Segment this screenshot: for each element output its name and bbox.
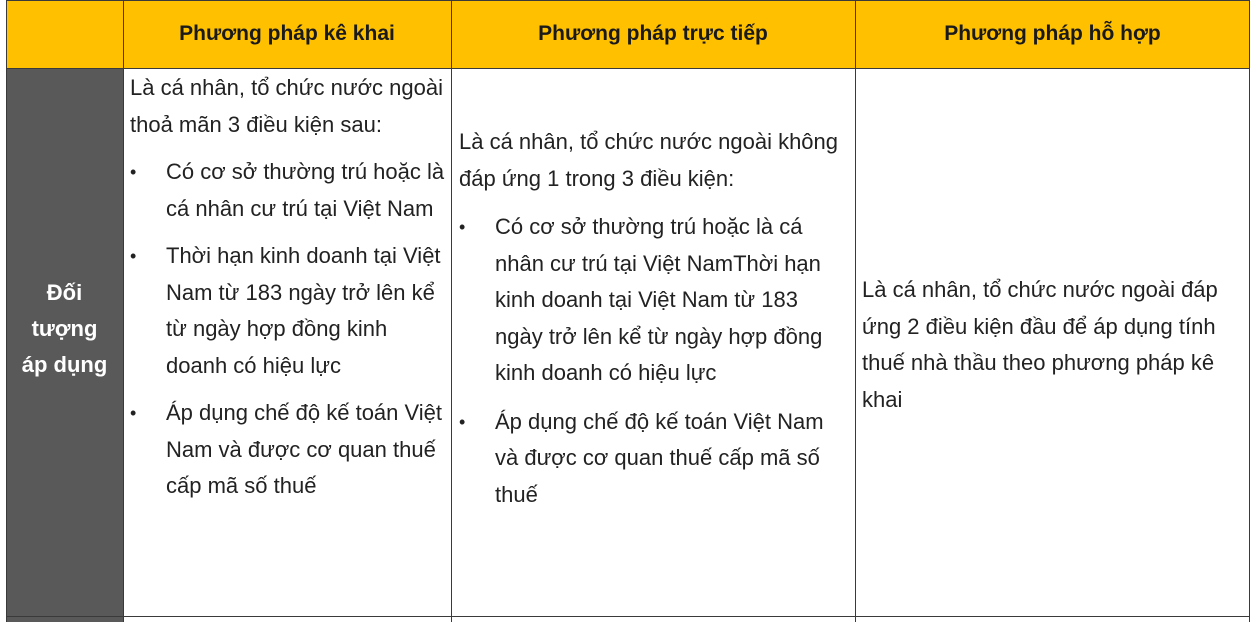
condition-list bbox=[459, 209, 851, 513]
list-item bbox=[130, 395, 448, 505]
list-item-text: Có cơ sở thường trú hoặc là cá nhân cư trú tại Việt Nam bbox=[166, 159, 445, 221]
header-direct-method: Phương pháp trực tiếp bbox=[451, 0, 855, 68]
cell-intro-text: Là cá nhân, tổ chức nước ngoài không đáp ứng 1 trong 3 điều kiện: bbox=[459, 129, 839, 191]
list-item-text: Thời hạn kinh doanh tại Việt Nam từ 183 ngày trở lên kể từ ngày hợp đồng kinh doanh có hiệu lực bbox=[166, 243, 441, 378]
cell-declaration-method bbox=[130, 70, 448, 505]
bullet-icon: • bbox=[130, 162, 137, 182]
table-border-right bbox=[1249, 0, 1250, 622]
header-mixed-method: Phương pháp hỗ hợp bbox=[855, 0, 1250, 68]
table-border-left bbox=[6, 0, 7, 622]
row-label-cell bbox=[6, 68, 123, 622]
cell-mixed-method bbox=[862, 272, 1246, 418]
condition-list bbox=[130, 154, 448, 505]
list-item-text: Áp dụng chế độ kế toán Việt Nam và được cơ quan thuế cấp mã số thuế bbox=[495, 408, 824, 507]
list-item bbox=[459, 209, 851, 392]
list-item bbox=[130, 154, 448, 227]
list-item-text: Áp dụng chế độ kế toán Việt Nam và được cơ quan thuế cấp mã số thuế bbox=[166, 400, 443, 498]
cell-intro-text: Là cá nhân, tổ chức nước ngoài thoả mãn 3 điều kiện sau: bbox=[130, 75, 443, 137]
table-border-top bbox=[6, 0, 1250, 1]
bullet-icon: • bbox=[130, 246, 137, 266]
header-declaration-method: Phương pháp kê khai bbox=[123, 0, 451, 68]
row-divider bbox=[6, 68, 1250, 69]
list-item-text: Có cơ sở thường trú hoặc là cá nhân cư trú tại Việt NamThời hạn kinh doanh tại Việt Nam từ 183 ngày trở lên kể từ ngày hợp đồng kinh doanh có hiệu lực bbox=[495, 214, 823, 385]
column-divider bbox=[123, 0, 124, 622]
bullet-icon: • bbox=[459, 411, 466, 432]
header-corner-cell bbox=[6, 0, 123, 68]
row-divider bbox=[6, 616, 1250, 617]
row-label-applicable-subjects: Đối tượng áp dụng bbox=[21, 280, 108, 377]
bullet-icon: • bbox=[130, 403, 137, 423]
list-item bbox=[459, 404, 851, 514]
column-divider bbox=[855, 0, 856, 622]
cell-body-text: Là cá nhân, tổ chức nước ngoài đáp ứng 2 điều kiện đầu để áp dụng tính thuế nhà thầu theo phương pháp kê khai bbox=[862, 277, 1218, 412]
cell-direct-method bbox=[459, 124, 851, 513]
column-divider bbox=[451, 0, 452, 622]
bullet-icon: • bbox=[459, 217, 466, 237]
list-item bbox=[130, 238, 448, 384]
